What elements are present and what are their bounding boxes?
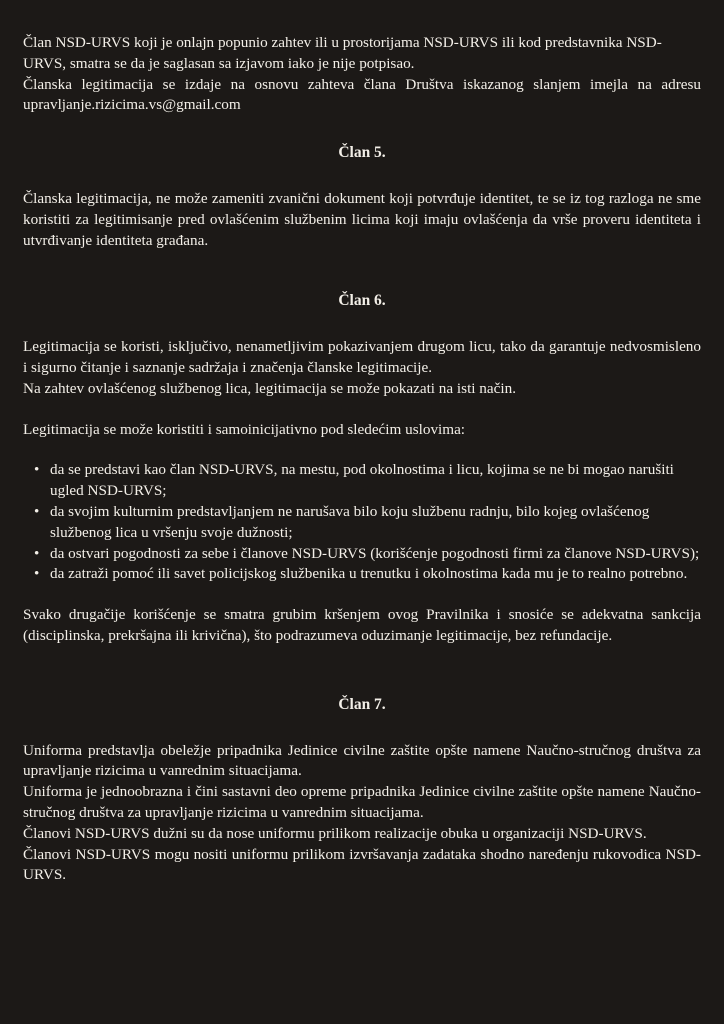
article-7-paragraph-3: Članovi NSD-URVS dužni su da nose uniformu prilikom realizacije obuka u organizaciji NSD-URVS. [23,824,647,842]
intro-paragraph-2: Članska legitimacija se izdaje na osnovu zahteva člana Društva iskazanog slanjem imejla na adresu upravljanje.rizicima.vs@gmail.com [23,75,701,114]
intro-paragraph-1: Član NSD-URVS koji je onlajn popunio zahtev ili u prostorijama NSD-URVS ili kod predstavnika NSD-URVS, smatra se da je saglasan sa izjavom iako je nije potpisao. [23,34,662,72]
article-6-paragraph-3: Legitimacija se može koristiti i samoinicijativno pod sledećim uslovima: [23,420,466,438]
list-item: • da svojim kulturnim predstavljanjem ne narušava bilo koju službenu radnju, bilo kojeg ovlašćenog službenog lica u vršenju svoje dužnosti; [50,502,701,544]
conditions-list [23,460,701,585]
article-7-paragraph-4: Članovi NSD-URVS mogu nositi uniformu prilikom izvršavanja zadataka shodno naređenju rukovodica NSD-URVS. [23,845,701,884]
article-6-title: Član 6. [338,292,386,310]
list-item: • da zatraži pomoć ili savet policijskog službenika u trenutku i okolnostima kada mu je to realno potrebno. [50,564,701,585]
article-7-paragraph-2: Uniforma je jednoobrazna i čini sastavni deo opreme pripadnika Jedinice civilne zaštite opšte namene Naučno-stručnog društva za upravljanje rizicima u vanrednim situacijama. [23,783,701,821]
list-item: • da ostvari pogodnosti za sebe i članove NSD-URVS (korišćenje pogodnosti firmi za članove NSD-URVS); [50,544,701,565]
article-7-paragraph-1: Uniforma predstavlja obeležje pripadnika Jedinice civilne zaštite opšte namene Naučno-stručnog društva za upravljanje rizicima u vanrednim situacijama. [23,741,701,780]
article-7-title: Član 7. [338,695,386,713]
article-5-title: Član 5. [338,144,386,162]
article-6-paragraph-1: Legitimacija se koristi, isključivo, nenametljivim pokazivanjem drugom licu, tako da garantuje nedvosmisleno i sigurno čitanje i saznanje sadržaja i značenja članske legitimacije. [23,338,701,376]
article-5-paragraph-1: Članska legitimacija, ne može zameniti zvanični dokument koji potvrđuje identitet, te se iz tog razloga ne sme koristiti za legitimisanje pred ovlašćenim službenim licima koji imaju ovlašćenja da vrše proveru identiteta i utvrđivanje identiteta građana. [23,189,701,249]
article-6-paragraph-2: Na zahtev ovlašćenog službenog lica, legitimacija se može pokazati na isti način. [23,379,516,397]
article-6-paragraph-4: Svako drugačije korišćenje se smatra grubim kršenjem ovog Pravilnika i snosiće se adekvatna sankcija (disciplinska, prekršajna ili krivična), što podrazumeva oduzimanje legitimacije, bez refundacije. [23,606,701,644]
list-item: • da se predstavi kao član NSD-URVS, na mestu, pod okolnostima i licu, kojima se ne bi mogao narušiti ugled NSD-URVS; [50,460,701,502]
